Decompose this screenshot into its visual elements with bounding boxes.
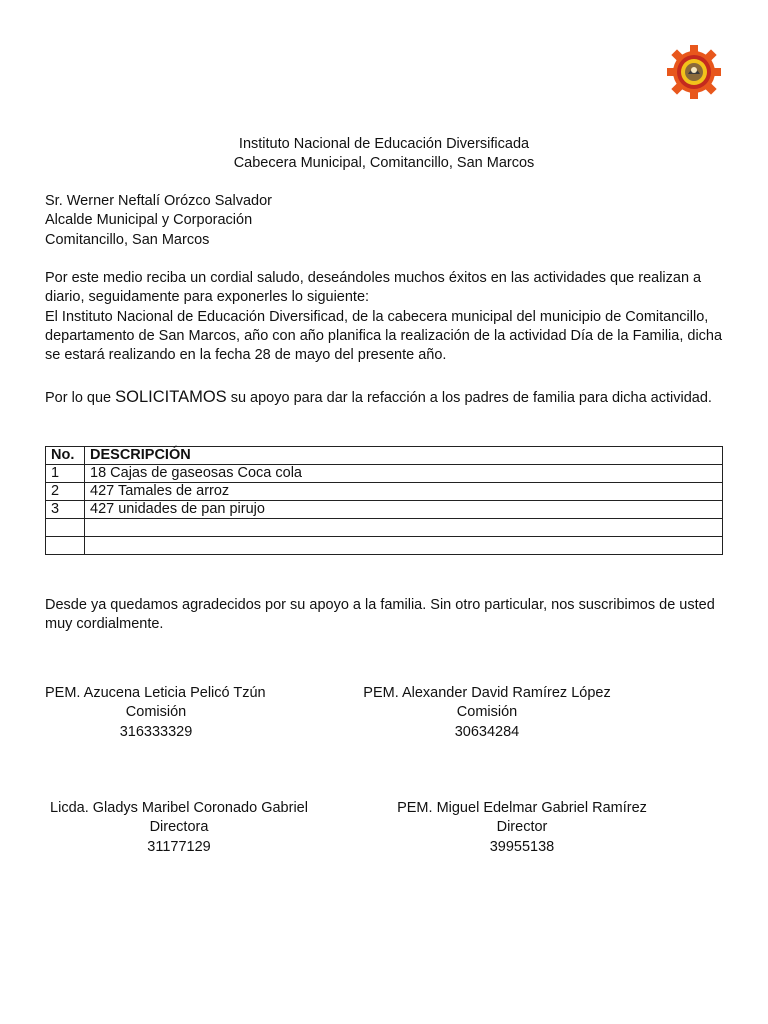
- row-description: 427 unidades de pan pirujo: [85, 501, 723, 519]
- table-row: [46, 465, 723, 483]
- signature-block-3: [45, 799, 313, 857]
- request-items-table: [45, 446, 723, 555]
- addressee-name: Sr. Werner Neftalí Orózco Salvador: [45, 193, 272, 209]
- signatory-phone: 316333329: [119, 723, 193, 740]
- request-paragraph: [45, 388, 725, 408]
- table-row: [46, 483, 723, 501]
- signatory-name: PEM. Alexander David Ramírez López: [363, 685, 611, 701]
- request-emphasis: SOLICITAMOS: [115, 388, 227, 406]
- signatory-role: Comisión: [456, 704, 518, 721]
- table-row: [46, 537, 723, 555]
- institution-name: Instituto Nacional de Educación Diversificada: [238, 136, 530, 152]
- table-row: [46, 501, 723, 519]
- school-emblem-icon: [666, 44, 722, 100]
- table-header-row: [46, 447, 723, 465]
- column-header-no: No.: [46, 447, 85, 465]
- row-number: [46, 519, 85, 537]
- row-number: [46, 537, 85, 555]
- signatory-phone: 39955138: [489, 838, 555, 855]
- signatory-name: PEM. Azucena Leticia Pelicó Tzún: [45, 685, 266, 701]
- column-header-description: DESCRIPCIÓN: [85, 447, 723, 465]
- signatory-name: PEM. Miguel Edelmar Gabriel Ramírez: [397, 800, 647, 816]
- signatory-name: Licda. Gladys Maribel Coronado Gabriel: [50, 800, 308, 816]
- addressee-title: Alcalde Municipal y Corporación: [45, 212, 253, 229]
- row-description: [85, 537, 723, 555]
- signatory-role: Directora: [149, 819, 209, 836]
- signature-block-4: [392, 799, 652, 857]
- signatory-role: Director: [496, 819, 548, 836]
- row-number: 3: [46, 501, 85, 519]
- request-text-post: su apoyo para dar la refacción a los padres de familia para dicha actividad.: [226, 390, 712, 406]
- addressee-location: Comitancillo, San Marcos: [45, 231, 210, 248]
- signature-block-1: [45, 684, 267, 742]
- closing-paragraph: Desde ya quedamos agradecidos por su apoyo a la familia. Sin otro particular, nos suscribimos de usted muy cordialmente.: [45, 597, 715, 633]
- signatory-phone: 31177129: [147, 838, 211, 855]
- row-description: 427 Tamales de arroz: [85, 483, 723, 501]
- greeting-text: Por este medio reciba un cordial saludo, deseándoles muchos éxitos en las actividades que realizan a diario, seguidamente para exponerles lo siguiente:: [45, 270, 702, 306]
- row-description: [85, 519, 723, 537]
- addressee-block: [45, 192, 725, 250]
- letter-header: [0, 135, 768, 173]
- table-row: [46, 519, 723, 537]
- activity-text: El Instituto Nacional de Educación Diversificad, de la cabecera municipal del municipio de Comitancillo, departamento de San Marcos, año con año planifica la realización de la actividad Día de la Familia, dicha se estará realizando en la fecha 28 de mayo del presente año.: [45, 308, 723, 364]
- row-number: 1: [46, 465, 85, 483]
- row-description: 18 Cajas de gaseosas Coca cola: [85, 465, 723, 483]
- row-number: 2: [46, 483, 85, 501]
- signatory-role: Comisión: [125, 704, 187, 721]
- institution-location: Cabecera Municipal, Comitancillo, San Marcos: [233, 155, 535, 171]
- signature-block-2: [358, 684, 616, 742]
- signatory-phone: 30634284: [454, 723, 520, 740]
- body-paragraph-1: [45, 269, 725, 365]
- request-text-pre: Por lo que: [45, 390, 116, 406]
